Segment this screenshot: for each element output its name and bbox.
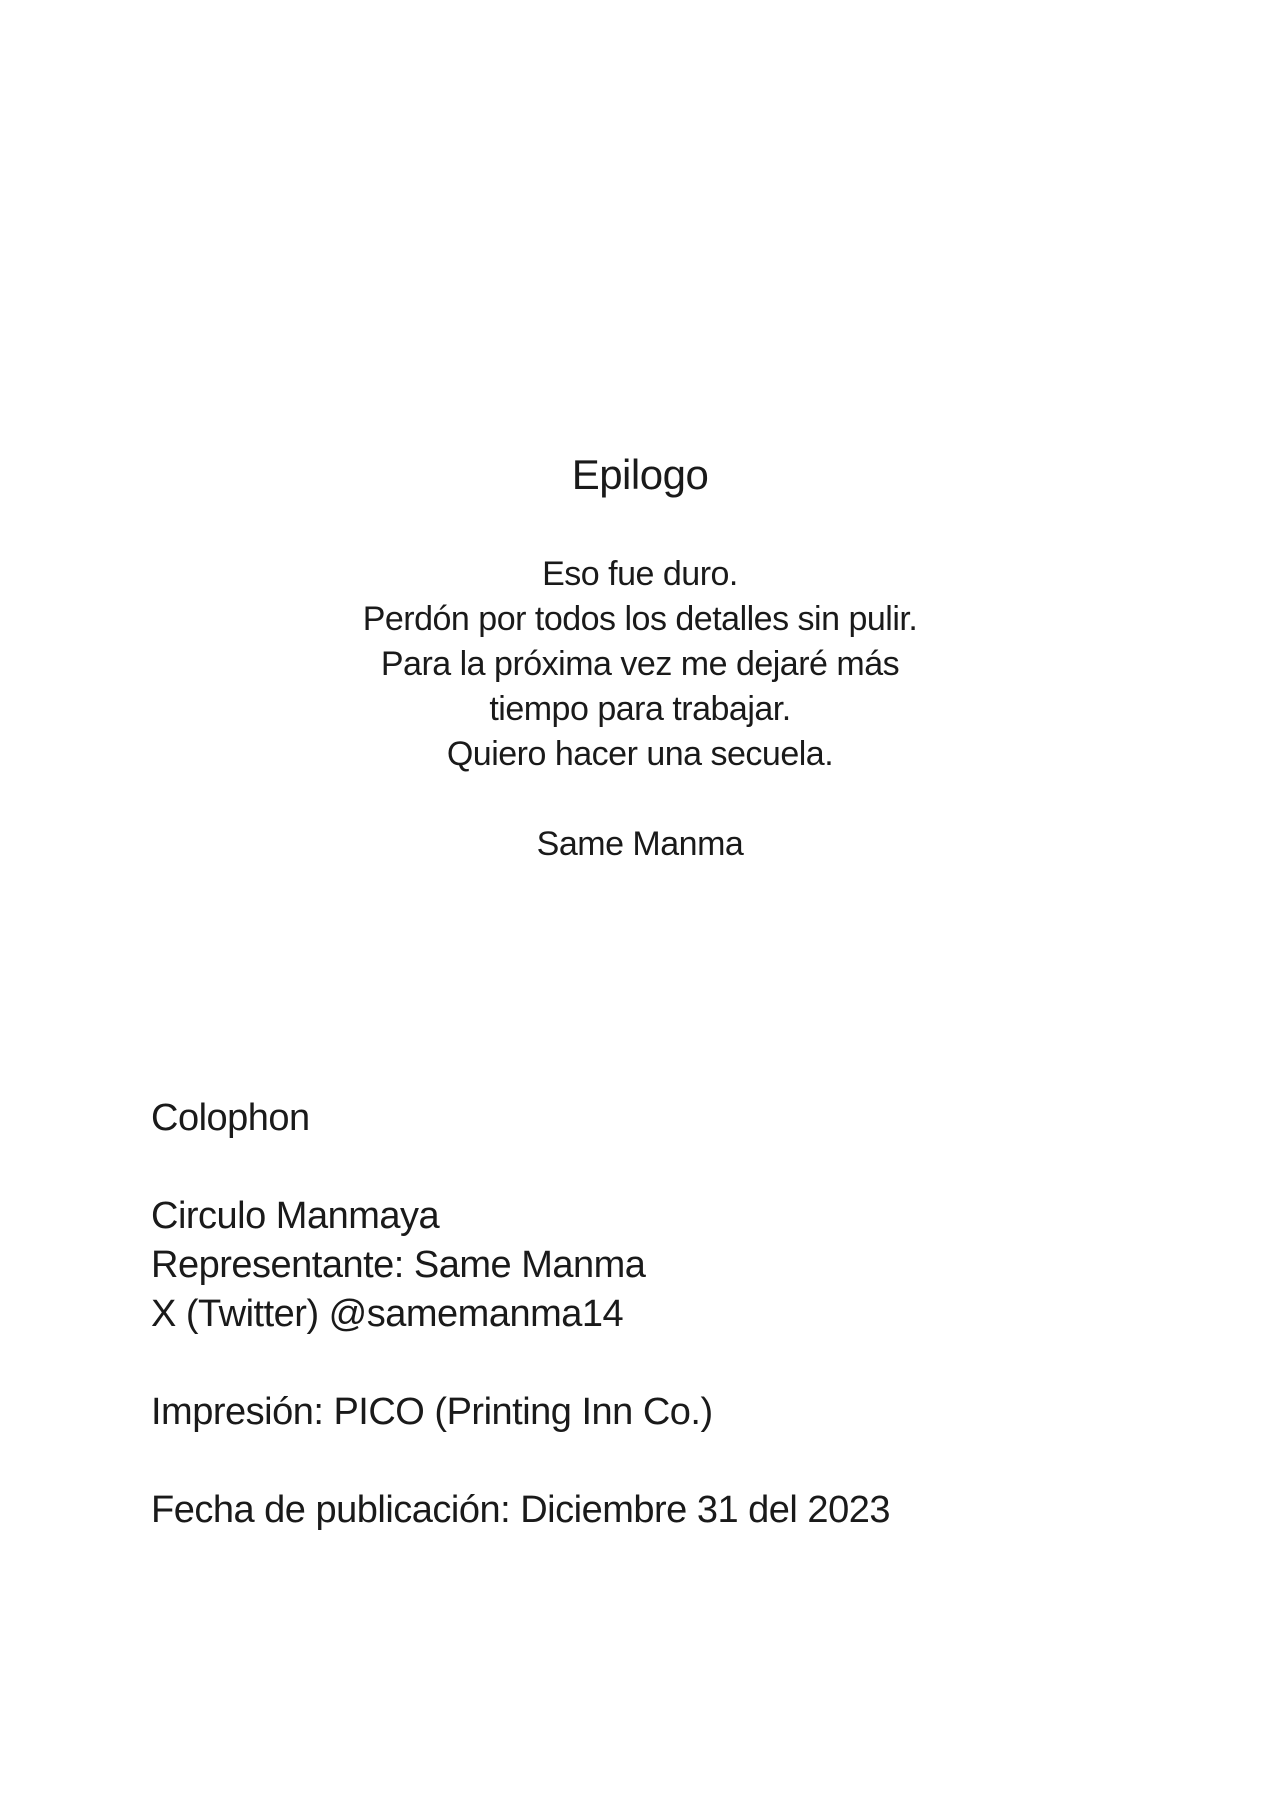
colophon-representative: Representante: Same Manma — [151, 1244, 646, 1286]
colophon-date-block — [151, 1486, 890, 1535]
colophon-printing: Impresión: PICO (Printing Inn Co.) — [151, 1391, 713, 1433]
colophon-section — [151, 1094, 890, 1535]
epilogue-line: Para la próxima vez me dejaré más — [380, 645, 900, 683]
colophon-credits — [151, 1192, 890, 1339]
epilogue-body — [0, 552, 1280, 777]
epilogue-line: Perdón por todos los detalles sin pulir. — [362, 600, 918, 638]
colophon-circle: Circulo Manmaya — [151, 1195, 440, 1237]
colophon-publication-date: Fecha de publicación: Diciembre 31 del 2023 — [151, 1489, 890, 1531]
epilogue-signature: Same Manma — [536, 825, 744, 863]
colophon-title: Colophon — [151, 1097, 310, 1139]
epilogue-line: Quiero hacer una secuela. — [446, 735, 834, 773]
epilogue-section — [0, 448, 1280, 867]
epilogue-title: Epilogo — [571, 451, 709, 498]
epilogue-line: tiempo para trabajar. — [489, 690, 791, 728]
colophon-printing-block — [151, 1388, 890, 1437]
colophon-social: X (Twitter) @samemanma14 — [151, 1293, 624, 1335]
epilogue-line: Eso fue duro. — [542, 555, 738, 593]
